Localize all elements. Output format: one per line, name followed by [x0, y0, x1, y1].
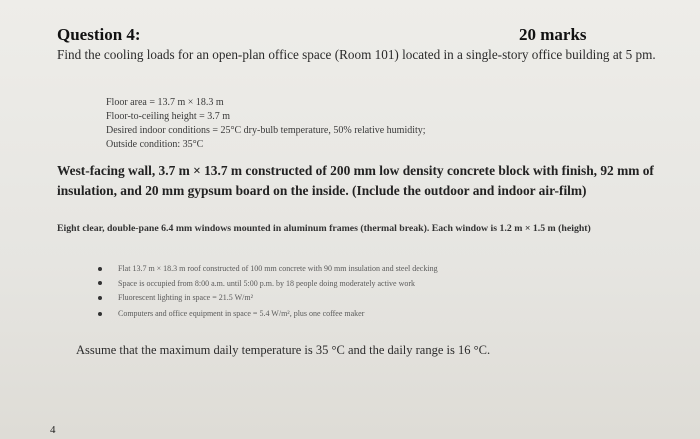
bullet-text: Computers and office equipment in space = 5.4 W/m², plus one coffee maker [118, 309, 365, 318]
bullet-icon [98, 296, 102, 300]
bullet-text: Fluorescent lighting in space = 21.5 W/m² [118, 293, 253, 302]
bullet-icon [98, 281, 102, 285]
spec-floor-area: Floor area = 13.7 m × 18.3 m [106, 97, 224, 108]
intro-text: Find the cooling loads for an open-plan office space (Room 101) located in a single-story office building at 5 pm. [57, 47, 656, 62]
bullet-list [98, 263, 438, 323]
list-item [98, 292, 438, 303]
bullet-icon [98, 312, 102, 316]
spec-outside-condition: Outside condition: 35°C [106, 139, 204, 150]
bullet-icon [98, 267, 102, 271]
wall-description: West-facing wall, 3.7 m × 13.7 m constructed of 200 mm low density concrete block with finish, 92 mm of insulation, and 20 mm gypsum board on the inside. (Include the outdoor and indoor air-film) [57, 163, 654, 198]
bullet-text: Space is occupied from 8:00 a.m. until 5:00 p.m. by 18 people doing moderately active work [118, 278, 416, 288]
question-marks: 20 marks [519, 25, 587, 44]
list-item [98, 263, 438, 274]
assumption-text: Assume that the maximum daily temperature is 35 °C and the daily range is 16 °C. [76, 343, 491, 357]
bullet-text: Flat 13.7 m × 18.3 m roof constructed of 100 mm concrete with 90 mm insulation and steel decking [118, 264, 438, 273]
page-number: 4 [50, 424, 56, 436]
question-title: Question 4: [57, 25, 141, 44]
list-item [98, 308, 438, 319]
windows-description: Eight clear, double-pane 6.4 mm windows mounted in aluminum frames (thermal break). Each window is 1.2 m × 1.5 m (height) [57, 223, 591, 234]
spec-indoor-conditions: Desired indoor conditions = 25°C dry-bulb temperature, 50% relative humidity; [106, 125, 426, 136]
spec-ceiling-height: Floor-to-ceiling height = 3.7 m [106, 111, 231, 122]
list-item [98, 278, 438, 289]
